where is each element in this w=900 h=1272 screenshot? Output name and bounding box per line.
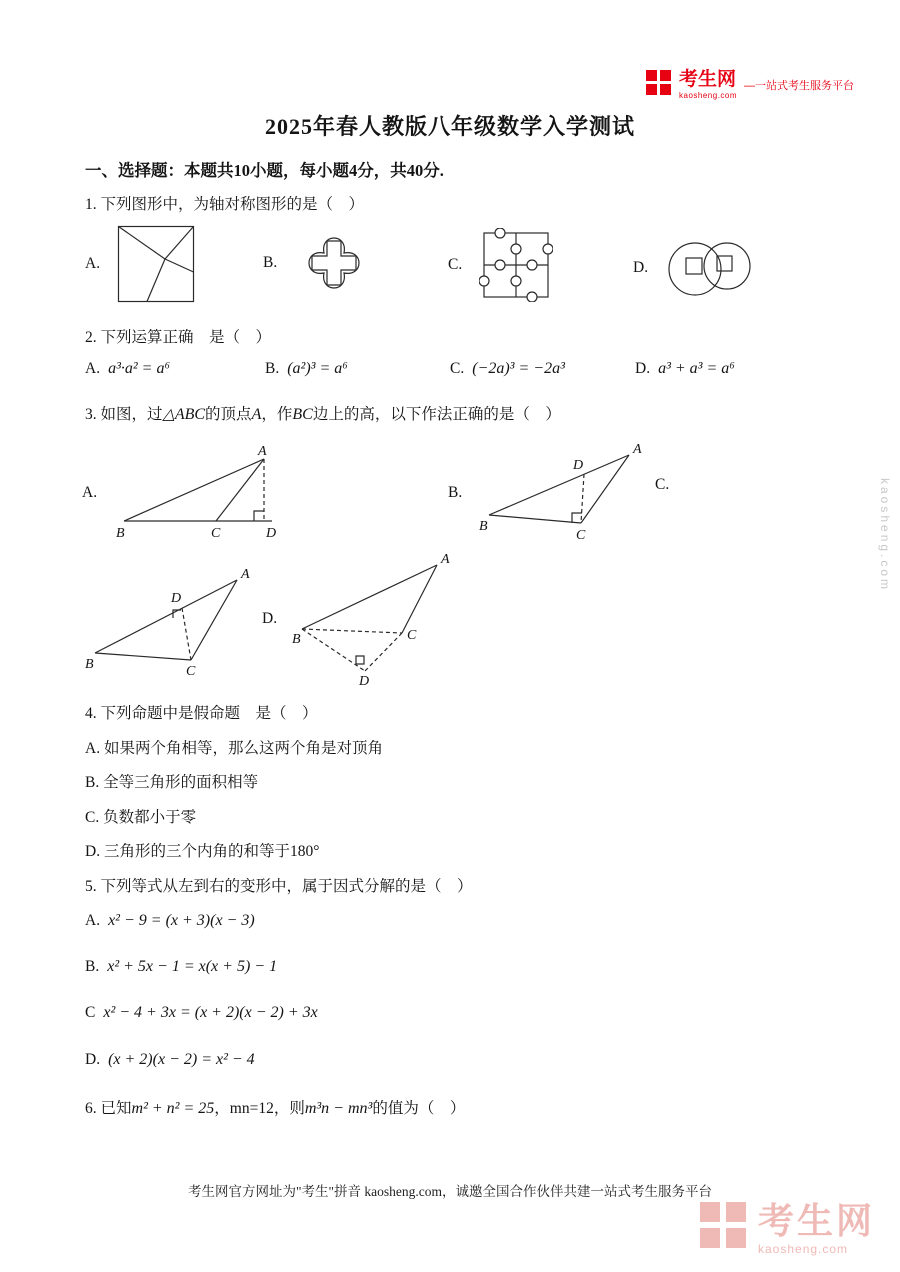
question-1-text: 1. 下列图形中，为轴对称图形的是（ ）	[85, 196, 365, 213]
q1-option-d	[633, 237, 760, 299]
q3-option-a-label: A.	[82, 484, 98, 501]
q3-figure-b-triangle-altitude	[479, 443, 649, 543]
q1-option-a	[85, 225, 195, 303]
q2-option-a-math: a³·a² = a⁶	[108, 360, 171, 377]
section-heading: 一、选择题：本题共10小题，每小题4分，共40分.	[85, 161, 444, 180]
q5-option-d-math: (x + 2)(x − 2) = x² − 4	[108, 1051, 255, 1068]
q3-text-seg3: ，作	[261, 406, 293, 423]
q5-option-b-label: B.	[85, 958, 100, 975]
vertex-b-label: B	[85, 657, 94, 672]
q2-option-c	[450, 360, 565, 378]
q2-option-a	[85, 360, 170, 378]
q1-figure-b-flower-cross	[294, 223, 374, 303]
vertex-b-label: B	[292, 632, 301, 647]
q3-text-seg1: 3. 如图，过	[85, 406, 163, 423]
vertex-a-label: A	[441, 553, 450, 567]
q3-figure-d-triangle-altitude	[292, 553, 462, 688]
vertex-d-label: D	[171, 591, 182, 606]
vertex-d-label: D	[266, 526, 277, 541]
q5-option-b	[85, 958, 277, 976]
bottom-watermark-text-block	[758, 1202, 875, 1256]
q5-option-d-label: D.	[85, 1051, 101, 1068]
question-4-text: 4. 下列命题中是假命题 是（ ）	[85, 705, 318, 722]
q3-option-c-label: C.	[655, 476, 670, 493]
watermark-grid-logo-icon	[700, 1202, 748, 1250]
question-2-text: 2. 下列运算正确 是（ ）	[85, 329, 272, 346]
q6-text-seg2: ，mn=12，则	[214, 1100, 305, 1117]
q1-figure-c-puzzle-pieces	[479, 228, 553, 302]
q3-option-a	[82, 443, 289, 543]
q3-text-seg2: 的顶点	[205, 406, 252, 423]
q3-text-math1: △ABC	[162, 406, 206, 423]
q5-option-c-label: C	[85, 1004, 96, 1021]
vertex-c-label: C	[211, 526, 221, 541]
logo-domain: kaosheng.com	[679, 91, 738, 100]
logo-name: 考生网	[679, 69, 737, 90]
kaosheng-logo	[646, 70, 854, 100]
q2-option-d-label: D.	[635, 360, 651, 377]
vertex-b-label: B	[116, 526, 125, 541]
kaosheng-grid-logo-icon	[646, 70, 672, 96]
vertex-a-label: A	[241, 567, 250, 582]
q5-option-c-math: x² − 4 + 3x = (x + 2)(x − 2) + 3x	[103, 1004, 318, 1021]
q4-option-b: B. 全等三角形的面积相等	[85, 774, 259, 791]
footer-text: 考生网官方网址为"考生"拼音 kaosheng.com，诚邀全国合作伙伴共建一站式考生服务平台	[187, 1184, 712, 1199]
q2-option-b-label: B.	[265, 360, 280, 377]
q6-text-seg3: 的值为（ ）	[372, 1100, 466, 1117]
vertex-d-label: D	[573, 458, 584, 473]
q3-text-seg4: 边上的高，以下作法正确的是（ ）	[312, 406, 561, 423]
q6-text-seg1: 6. 已知	[85, 1100, 132, 1117]
q2-option-b-math: (a²)³ = a⁶	[287, 360, 348, 377]
vertex-b-label: B	[479, 519, 488, 534]
q1-option-c	[448, 228, 553, 302]
vertex-d-label: D	[359, 674, 370, 688]
q3-figure-c-triangle-altitude	[85, 566, 250, 678]
q1-figure-d-overlapping-circles	[665, 237, 760, 299]
question-6-text	[85, 1096, 465, 1118]
vertex-c-label: C	[186, 664, 196, 678]
q5-option-d	[85, 1051, 255, 1069]
q1-option-d-label: D.	[633, 259, 649, 276]
q5-option-b-math: x² + 5x − 1 = x(x + 5) − 1	[107, 958, 278, 975]
q4-option-c: C. 负数都小于零	[85, 809, 197, 826]
q5-option-c	[85, 1004, 318, 1022]
q4-option-a: A. 如果两个角相等，那么这两个角是对顶角	[85, 740, 383, 757]
bottom-watermark	[700, 1202, 875, 1256]
q2-option-b	[265, 360, 348, 378]
bottom-watermark-domain: kaosheng.com	[758, 1241, 849, 1256]
q2-option-c-math: (−2a)³ = −2a³	[472, 360, 565, 377]
vertex-a-label: A	[258, 444, 267, 459]
q3-option-d-label: D.	[262, 610, 278, 627]
vertex-c-label: C	[576, 528, 586, 543]
question-5-text: 5. 下列等式从左到右的变形中，属于因式分解的是（ ）	[85, 878, 473, 895]
q5-option-a-math: x² − 9 = (x + 3)(x − 3)	[108, 912, 255, 929]
q6-text-math2: m³n − mn³	[304, 1100, 373, 1117]
q3-text-math3: BC	[292, 406, 313, 423]
q2-option-c-label: C.	[450, 360, 465, 377]
vertex-c-label: C	[407, 628, 417, 643]
q6-text-math1: m² + n² = 25	[131, 1100, 215, 1117]
q5-option-a	[85, 912, 255, 930]
page-title: 2025年春人教版八年级数学入学测试	[264, 114, 635, 139]
q1-option-b-label: B.	[263, 254, 278, 271]
q2-option-a-label: A.	[85, 360, 101, 377]
q3-option-b	[448, 443, 649, 543]
bottom-watermark-name: 考生网	[758, 1200, 876, 1241]
q2-option-d-math: a³ + a³ = a⁶	[658, 360, 735, 377]
q3-text-math2: A	[251, 406, 262, 423]
q4-option-d: D. 三角形的三个内角的和等于180°	[85, 843, 320, 860]
logo-text-block	[679, 70, 737, 100]
logo-tagline: —一站式考生服务平台	[744, 80, 855, 92]
q1-option-a-label: A.	[85, 255, 101, 272]
q1-option-c-label: C.	[448, 256, 463, 273]
question-3-text	[85, 402, 561, 424]
q1-figure-a-tangram-square	[117, 225, 195, 303]
q5-option-a-label: A.	[85, 912, 101, 929]
q3-option-b-label: B.	[448, 484, 463, 501]
q1-option-b	[263, 223, 374, 303]
vertex-a-label: A	[633, 443, 642, 457]
q3-figure-a-triangle-altitude	[114, 443, 289, 543]
side-watermark: kaosheng.com	[878, 478, 892, 593]
q2-option-d	[635, 360, 735, 378]
